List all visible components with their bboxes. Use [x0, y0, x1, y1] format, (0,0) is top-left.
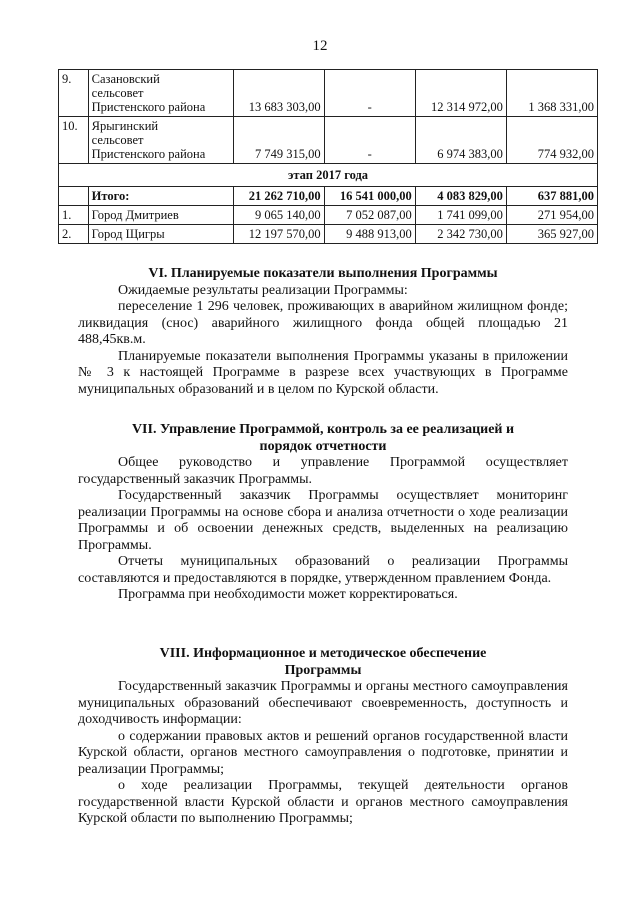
total-label: Итого:: [88, 187, 233, 206]
paragraph: Ожидаемые результаты реализации Программы:: [118, 282, 408, 298]
fund-cell: 16 541 000,00: [324, 187, 415, 206]
local-budget-cell: 637 881,00: [506, 187, 597, 206]
total-row: [59, 187, 598, 206]
local-budget-cell: 365 927,00: [506, 225, 597, 244]
paragraph: переселение 1 296 человек, проживающих в аварийном жилищном фонде; ликвидация (снос) аварийного жилищного фонда общей площадью 21 488,45кв.м.: [78, 299, 568, 347]
row-number: 10.: [59, 117, 89, 164]
paragraph: Отчеты муниципальных образований о реализации Программы составляются и предоставляются в порядке, утвержденном правлением Фонда.: [78, 554, 568, 586]
fund-cell: 9 488 913,00: [324, 225, 415, 244]
regional-budget-cell: 12 314 972,00: [415, 70, 506, 117]
name-line: сельсовет: [91, 86, 144, 100]
local-budget-cell: 271 954,00: [506, 206, 597, 225]
row-number: [59, 187, 89, 206]
fund-cell: 7 052 087,00: [324, 206, 415, 225]
paragraph: Общее руководство и управление Программой осуществляет государственный заказчик Программы.: [78, 455, 568, 487]
paragraph: Государственный заказчик Программы и органы местного самоуправления муниципальных образований обеспечивают своевременность, доступность и доходчивость информации:: [78, 679, 568, 727]
total-cost-cell: 7 749 315,00: [233, 117, 324, 164]
fund-cell: -: [324, 70, 415, 117]
paragraph: Планируемые показатели выполнения Программы указаны в приложении № 3 к настоящей Программе в разрезе всех участвующих в Программе муниципальных образований и в целом по Курской области.: [78, 348, 568, 397]
total-cost-cell: 12 197 570,00: [233, 225, 324, 244]
funding-table: [58, 69, 598, 244]
local-budget-cell: 1 368 331,00: [506, 70, 597, 117]
row-number: 9.: [59, 70, 89, 117]
fund-cell: -: [324, 117, 415, 164]
section-heading-cont: Программы: [284, 662, 362, 678]
table-row: [59, 117, 598, 164]
name-line: сельсовет: [91, 133, 144, 147]
table-row: [59, 70, 598, 117]
page-number: 12: [312, 38, 328, 54]
name-line: Ярыгинский: [91, 119, 159, 133]
total-cost-cell: 13 683 303,00: [233, 70, 324, 117]
section-7: [78, 422, 568, 604]
local-budget-cell: 774 932,00: [506, 117, 597, 164]
total-cost-cell: 9 065 140,00: [233, 206, 324, 225]
regional-budget-cell: 2 342 730,00: [415, 225, 506, 244]
row-number: 1.: [59, 206, 89, 225]
name-line: Пристенского района: [91, 147, 206, 161]
stage-row: [59, 164, 598, 187]
name-line: Пристенского района: [91, 100, 206, 114]
paragraph: о содержании правовых актов и решений органов государственной власти Курской области, органов местного самоуправления о подготовке, принятии и реализации Программы;: [78, 728, 568, 777]
section-heading: VI. Планируемые показатели выполнения Программы: [148, 266, 498, 281]
municipality-name: Город Дмитриев: [88, 206, 233, 225]
paragraph: Программа при необходимости может корректироваться.: [118, 587, 458, 602]
section-heading-cont: порядок отчетности: [259, 438, 387, 454]
name-line: Сазановский: [91, 72, 160, 86]
section-heading: VIII. Информационное и методическое обеспечение: [159, 646, 487, 661]
municipality-name: [88, 117, 233, 164]
section-8: [78, 646, 568, 828]
municipality-name: Город Щигры: [88, 225, 233, 244]
total-cost-cell: 21 262 710,00: [233, 187, 324, 206]
paragraph: о ходе реализации Программы, текущей деятельности органов государственной власти Курской области и органов местного самоуправления Курской области по выполнению Программы;: [78, 778, 568, 826]
section-heading: VII. Управление Программой, контроль за ее реализацией и: [131, 422, 515, 437]
regional-budget-cell: 6 974 383,00: [415, 117, 506, 164]
regional-budget-cell: 1 741 099,00: [415, 206, 506, 225]
table-row: [59, 206, 598, 225]
paragraph: Государственный заказчик Программы осуществляет мониторинг реализации Программы на основе сбора и анализа отчетности о ходе реализации Программы и об освоении денежных средств, выделенных на реализацию Программы.: [78, 488, 568, 553]
stage-label: этап 2017 года: [59, 164, 598, 187]
table-row: [59, 225, 598, 244]
municipality-name: [88, 70, 233, 117]
section-6: [78, 266, 568, 398]
row-number: 2.: [59, 225, 89, 244]
regional-budget-cell: 4 083 829,00: [415, 187, 506, 206]
